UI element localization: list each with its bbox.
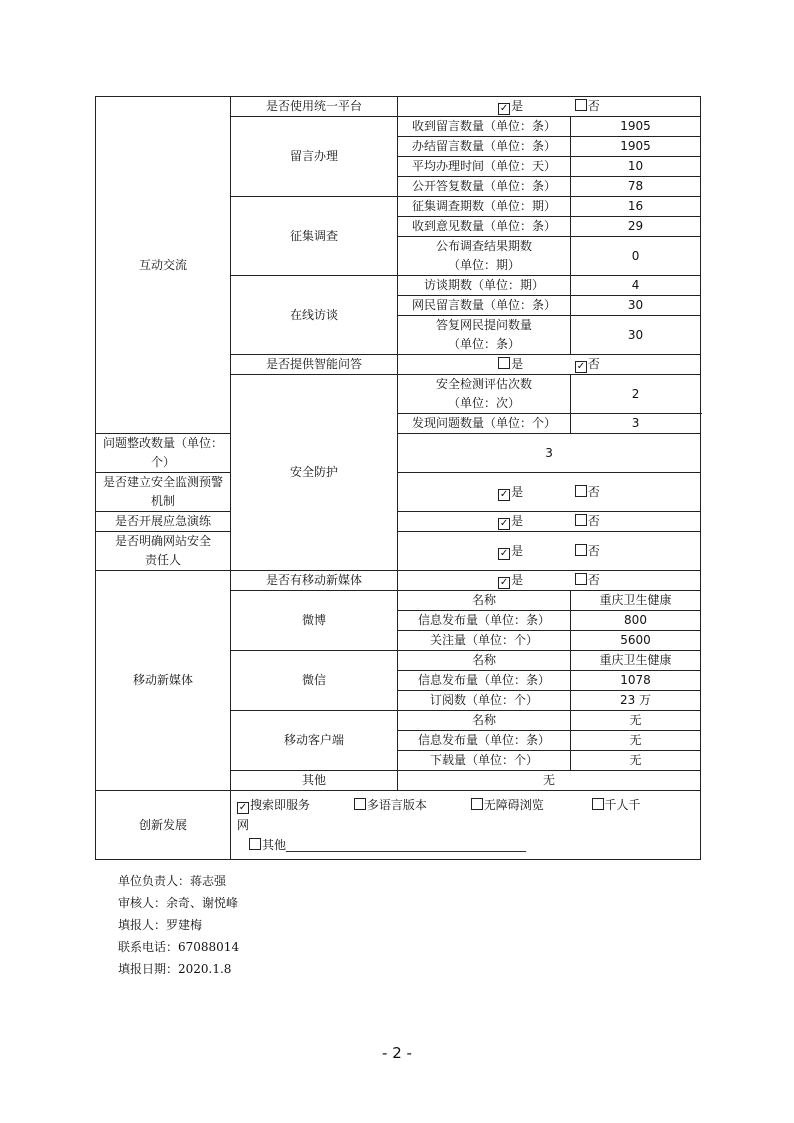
- phone: 联系电话：67088014: [118, 940, 240, 954]
- section-innovation: 创新发展: [96, 791, 231, 860]
- weibo-name-label: 名称: [398, 591, 571, 611]
- drill-options: ✓ 是 否: [398, 512, 701, 532]
- concluded-label: 办结留言数量（单位：条）: [398, 137, 571, 157]
- opinions-value: 29: [571, 217, 701, 237]
- netizen-msgs-value: 30: [571, 296, 701, 316]
- app-name-value: 无: [571, 711, 701, 731]
- wechat-name-value: 重庆卫生健康: [571, 651, 701, 671]
- avg-time-label: 平均办理时间（单位：天）: [398, 157, 571, 177]
- results-value: 0: [571, 237, 701, 276]
- other-media-label: 其他: [231, 771, 398, 791]
- personalized-label-1: 千人千: [604, 798, 641, 812]
- received-label: 收到留言数量（单位：条）: [398, 117, 571, 137]
- survey-periods-value: 16: [571, 197, 701, 217]
- search-service-checkbox-checked[interactable]: ✓: [238, 802, 248, 813]
- accessible-label: 无障碍浏览: [483, 798, 544, 812]
- online-interview-label: 在线访谈: [231, 276, 398, 355]
- report-table: [95, 96, 701, 860]
- smart-qa-label: 是否提供智能问答: [231, 355, 398, 375]
- interview-periods-label: 访谈期数（单位：期）: [398, 276, 571, 296]
- section-security: 安全防护: [231, 375, 398, 571]
- unified-platform-label: 是否使用统一平台: [231, 97, 398, 117]
- wechat-subscribe-label: 订阅数（单位：个）: [398, 691, 571, 711]
- weibo-label: 微博: [231, 591, 398, 651]
- found-value: 3: [571, 414, 701, 434]
- opinions-label: 收到意见数量（单位：条）: [398, 217, 571, 237]
- other-innovation-checkbox[interactable]: [249, 838, 261, 850]
- app-download-value: 无: [571, 751, 701, 771]
- footer: [118, 870, 239, 980]
- received-value: 1905: [571, 117, 701, 137]
- multilingual-checkbox[interactable]: [354, 798, 366, 810]
- no-checkbox[interactable]: [575, 544, 587, 556]
- smart-qa-options: 是 ✓ 否: [398, 355, 701, 375]
- app-name-label: 名称: [398, 711, 571, 731]
- responsible-options: ✓ 是 否: [398, 532, 701, 571]
- fixed-value: 3: [398, 434, 701, 473]
- assess-label: 安全检测评估次数 （单位：次）: [398, 375, 571, 414]
- wechat-label: 微信: [231, 651, 398, 711]
- wechat-publish-value: 1078: [571, 671, 701, 691]
- has-media-options: ✓ 是 否: [398, 571, 701, 591]
- other-innovation-line[interactable]: ________________________________________: [286, 838, 527, 852]
- app-label: 移动客户端: [231, 711, 398, 771]
- concluded-value: 1905: [571, 137, 701, 157]
- no-checkbox[interactable]: [575, 99, 587, 111]
- yes-checkbox[interactable]: [498, 357, 510, 369]
- section-interaction: 互动交流: [96, 97, 231, 434]
- app-publish-value: 无: [571, 731, 701, 751]
- innovation-options: [231, 791, 701, 860]
- weibo-follow-label: 关注量（单位：个）: [398, 631, 571, 651]
- public-reply-label: 公开答复数量（单位：条）: [398, 177, 571, 197]
- no-checkbox-checked[interactable]: ✓: [576, 361, 586, 372]
- other-media-value: 无: [398, 771, 701, 791]
- yes-checkbox-checked[interactable]: ✓: [499, 547, 509, 559]
- answered-value: 30: [571, 316, 701, 355]
- has-media-label: 是否有移动新媒体: [231, 571, 398, 591]
- filler: 填报人：罗建梅: [118, 918, 203, 932]
- avg-time-value: 10: [571, 157, 701, 177]
- netizen-msgs-label: 网民留言数量（单位：条）: [398, 296, 571, 316]
- yes-checkbox-checked[interactable]: ✓: [499, 518, 509, 529]
- multilingual-label: 多语言版本: [366, 798, 427, 812]
- wechat-publish-label: 信息发布量（单位：条）: [398, 671, 571, 691]
- weibo-follow-value: 5600: [571, 631, 701, 651]
- found-label: 发现问题数量（单位：个）: [398, 414, 571, 434]
- weibo-publish-label: 信息发布量（单位：条）: [398, 611, 571, 631]
- survey-periods-label: 征集调查期数（单位：期）: [398, 197, 571, 217]
- yes-checkbox-checked[interactable]: ✓: [499, 103, 509, 114]
- monitor-options: ✓ 是 否: [398, 473, 701, 512]
- app-publish-label: 信息发布量（单位：条）: [398, 731, 571, 751]
- answered-label: 答复网民提问数量 （单位：条）: [398, 316, 571, 355]
- accessible-checkbox[interactable]: [471, 798, 483, 810]
- personalized-checkbox[interactable]: [592, 798, 604, 810]
- interview-periods-value: 4: [571, 276, 701, 296]
- app-download-label: 下载量（单位：个）: [398, 751, 571, 771]
- fill-date: 填报日期：2020.1.8: [118, 962, 232, 976]
- survey-label: 征集调查: [231, 197, 398, 276]
- personalized-label-2: 网: [237, 818, 250, 832]
- weibo-name-value: 重庆卫生健康: [571, 591, 701, 611]
- message-handling-label: 留言办理: [231, 117, 398, 197]
- page-number: - 2 -: [382, 1044, 412, 1062]
- no-checkbox[interactable]: [575, 514, 587, 526]
- yes-checkbox-checked[interactable]: ✓: [499, 577, 509, 588]
- search-service-label: 搜索即服务: [250, 798, 311, 812]
- no-checkbox[interactable]: [575, 573, 587, 585]
- yes-checkbox-checked[interactable]: ✓: [499, 488, 509, 500]
- other-innovation-label: 其他: [262, 838, 287, 852]
- public-reply-value: 78: [571, 177, 701, 197]
- weibo-publish-value: 800: [571, 611, 701, 631]
- reviewer: 审核人：余奇、谢悦峰: [118, 896, 239, 910]
- no-checkbox[interactable]: [575, 485, 587, 497]
- monitor-label: 是否建立安全监测预警 机制: [96, 473, 231, 512]
- drill-label: 是否开展应急演练: [96, 512, 231, 532]
- wechat-subscribe-value: 23 万: [571, 691, 701, 711]
- section-mobile: 移动新媒体: [96, 571, 231, 791]
- fixed-label: 问题整改数量（单位：个）: [96, 434, 231, 473]
- assess-value: 2: [571, 375, 701, 414]
- unified-platform-options: ✓ 是 否: [398, 97, 701, 117]
- responsible-person: 单位负责人：蒋志强: [118, 874, 227, 888]
- results-label: 公布调查结果期数 （单位：期）: [398, 237, 571, 276]
- responsible-label: 是否明确网站安全 责任人: [96, 532, 231, 571]
- wechat-name-label: 名称: [398, 651, 571, 671]
